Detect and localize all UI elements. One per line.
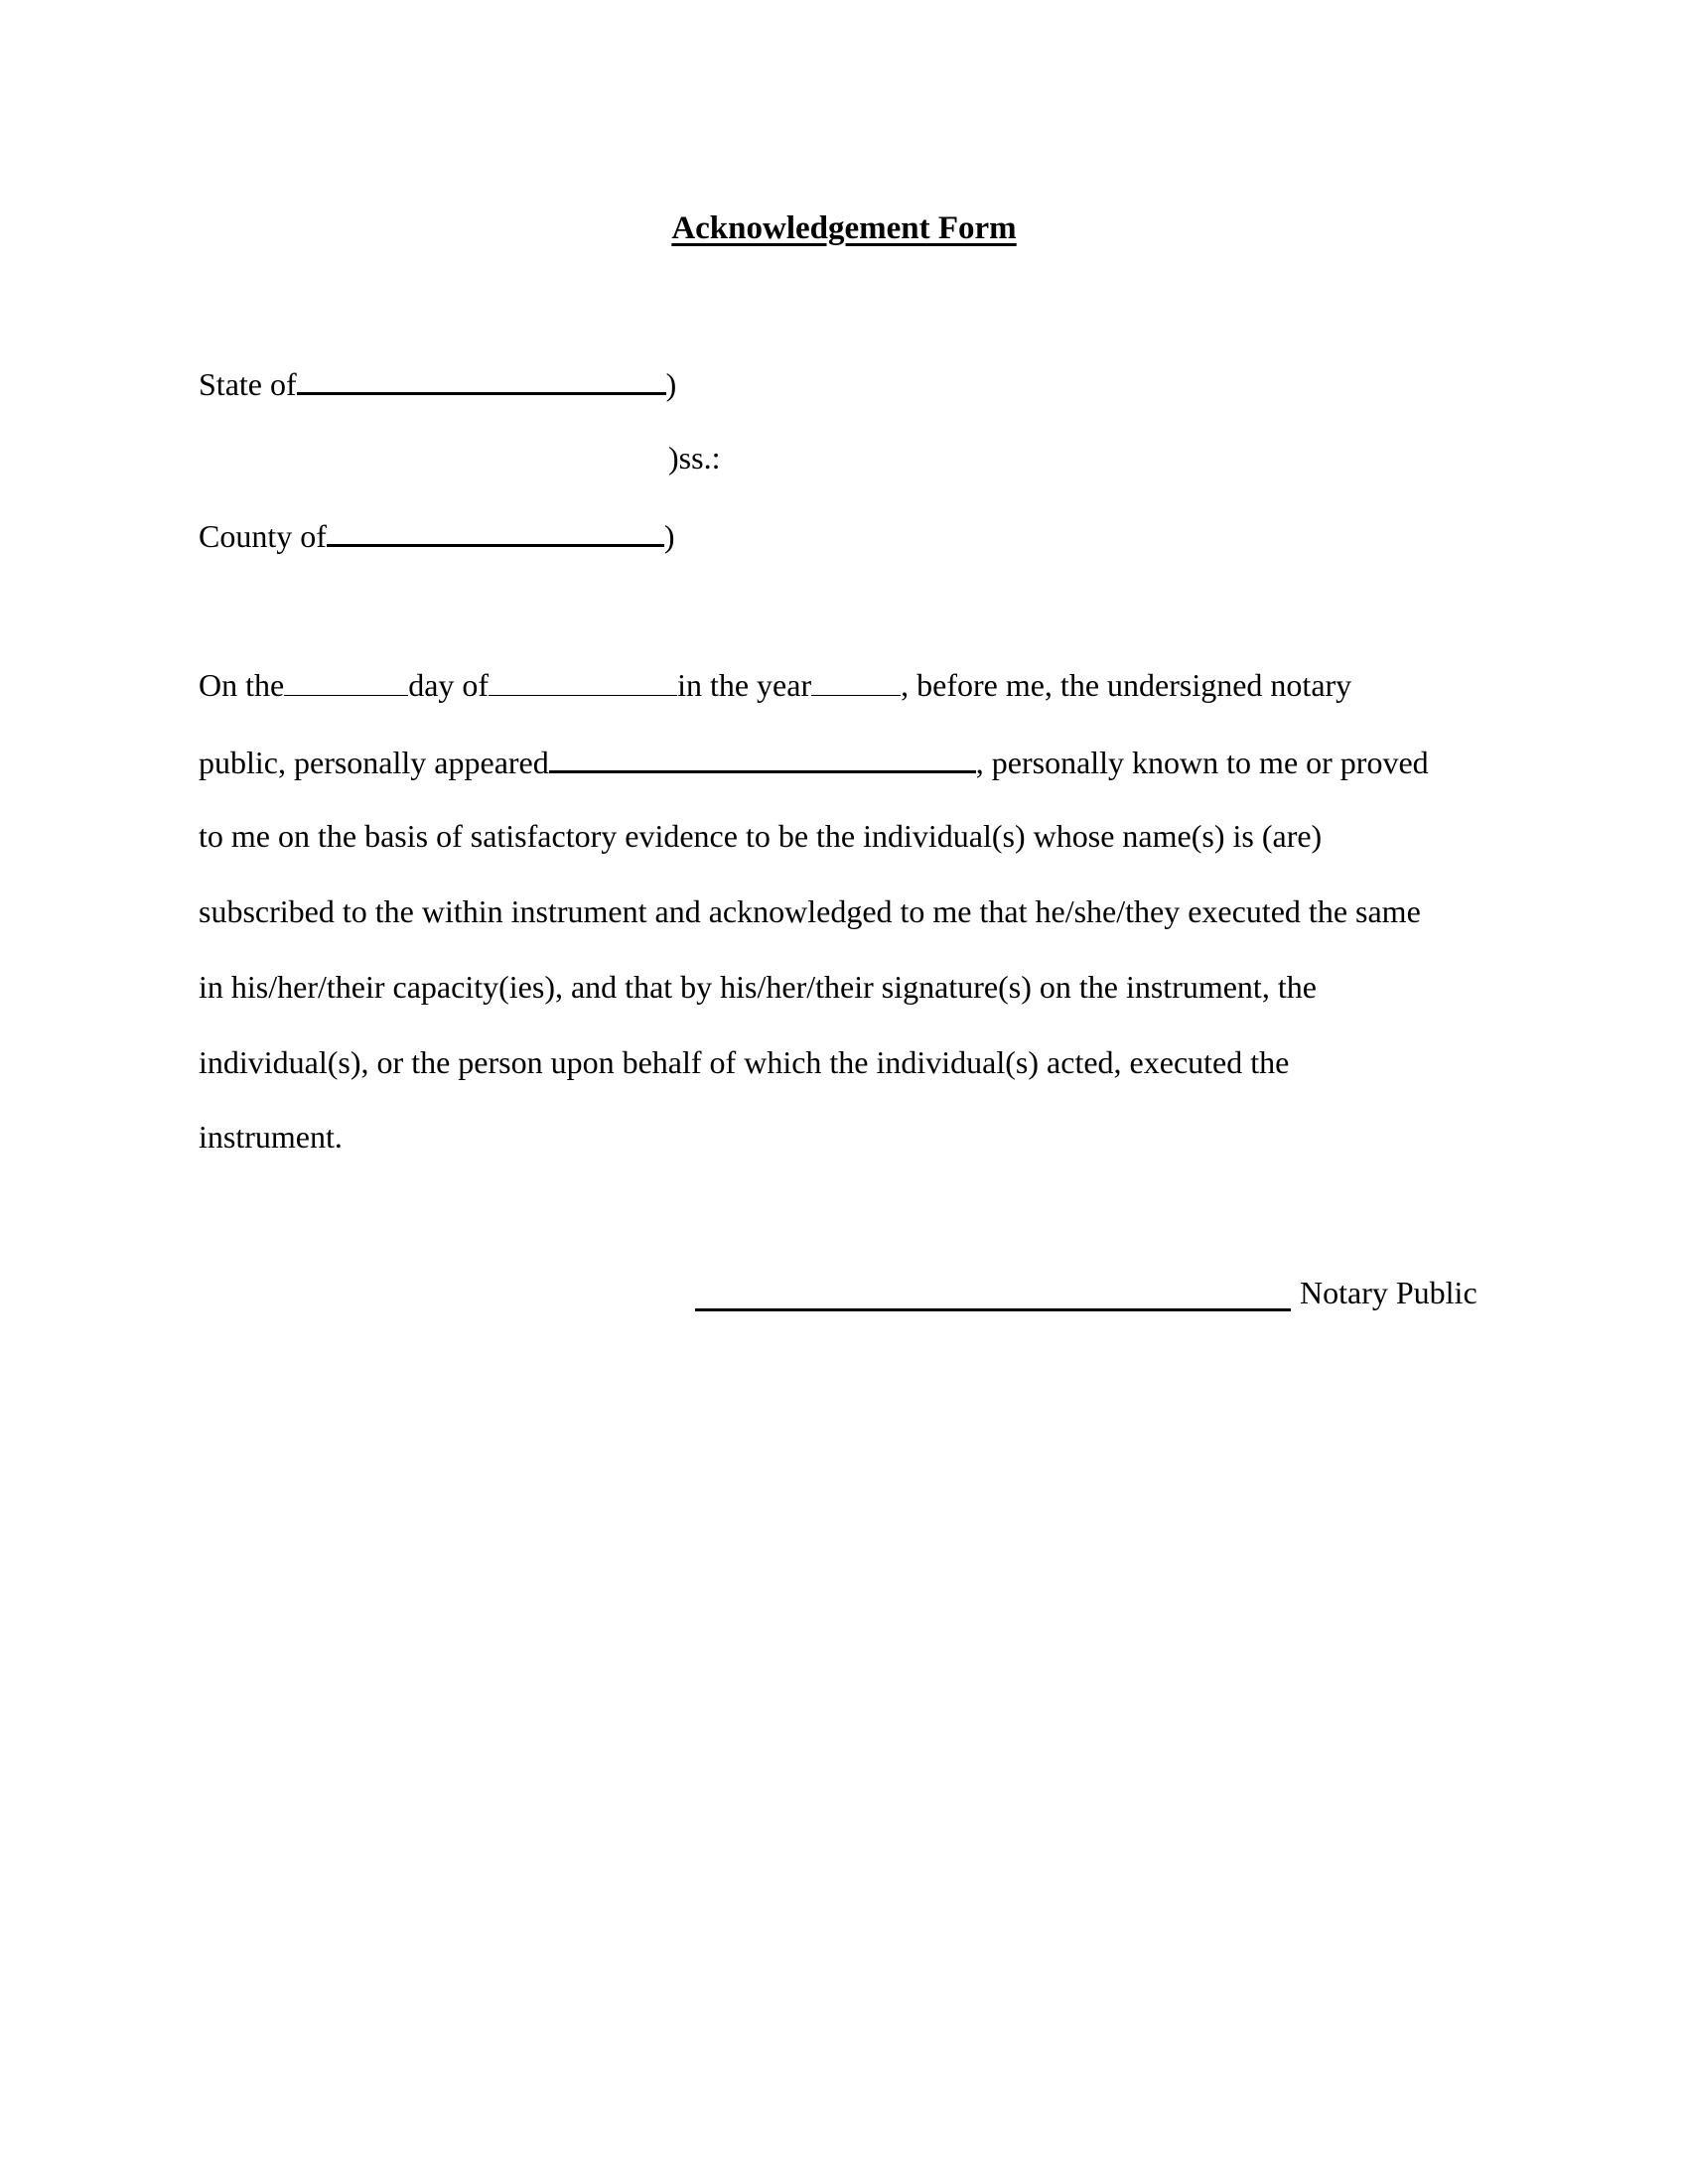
body-personally-known: , personally known to me or proved: [975, 745, 1429, 780]
body-line-4: subscribed to the within instrument and acknowledged to me that he/she/they executed the same: [199, 893, 1421, 929]
state-line: [199, 362, 676, 404]
county-label: County of: [199, 518, 327, 554]
body-line-1: [199, 665, 1351, 705]
notary-signature-field[interactable]: [695, 1308, 1291, 1311]
body-in-the-year: in the year: [677, 667, 812, 703]
county-field[interactable]: [327, 514, 664, 547]
notary-public-label: Notary Public: [1300, 1275, 1477, 1310]
month-field[interactable]: [489, 665, 677, 696]
body-before-me: , before me, the undersigned notary: [901, 667, 1352, 703]
body-day-of: day of: [408, 667, 490, 703]
day-field[interactable]: [284, 665, 408, 696]
body-line-5: in his/her/their capacity(ies), and that by his/her/their signature(s) on the instrument, the: [199, 969, 1317, 1005]
state-field[interactable]: [297, 362, 666, 395]
body-line-2: [199, 741, 1429, 782]
body-on-the: On the: [199, 667, 285, 703]
body-line-3: to me on the basis of satisfactory evidence to be the individual(s) whose name(s) is (are): [199, 818, 1323, 854]
state-paren: ): [665, 366, 677, 402]
body-line-6: individual(s), or the person upon behalf of which the individual(s) acted, executed the: [199, 1044, 1290, 1080]
ss-line: [668, 438, 720, 478]
year-field[interactable]: [811, 665, 901, 696]
appeared-name-field[interactable]: [549, 741, 976, 773]
ss-label: )ss.:: [668, 440, 721, 476]
county-paren: ): [663, 518, 675, 554]
body-line-7: instrument.: [199, 1119, 343, 1155]
document-title: Acknowledgement Form: [671, 210, 1017, 246]
county-line: [199, 514, 675, 556]
body-personally-appeared: public, personally appeared: [199, 745, 549, 780]
state-label: State of: [199, 366, 297, 402]
